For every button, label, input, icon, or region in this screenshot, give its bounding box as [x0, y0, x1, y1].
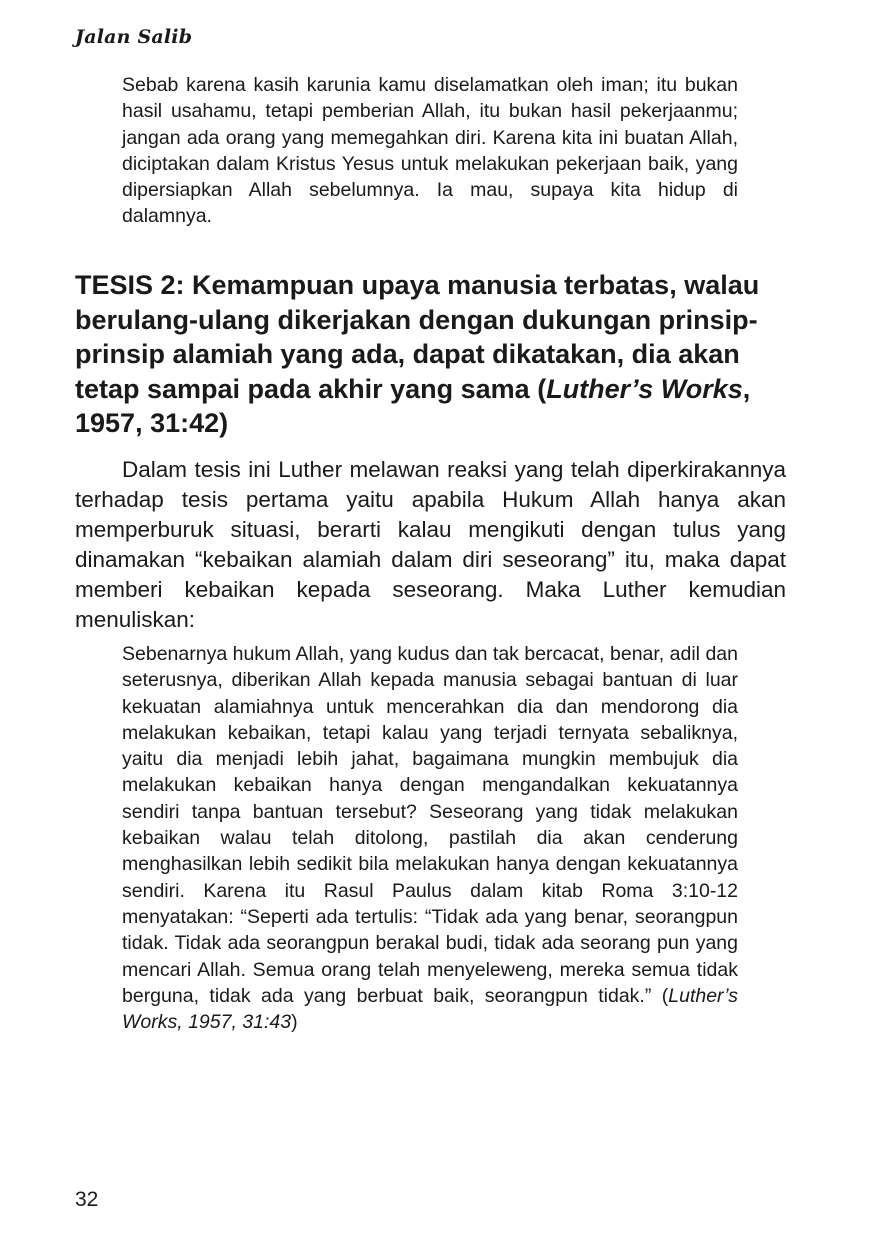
heading-citation-title: Luther’s Works: [546, 373, 743, 404]
running-head: Jalan Salib: [75, 26, 193, 48]
heading-citation-rest: , 1957, 31:42): [75, 373, 751, 438]
block-quote-citation: Luther’s Works, 1957, 31:43: [122, 984, 738, 1034]
section-heading: [75, 268, 775, 441]
block-quote-luther: [122, 641, 738, 1035]
block-quote-close: ): [291, 1011, 298, 1034]
block-quote-text: Sebenarnya hukum Allah, yang kudus dan tak bercacat, benar, adil dan seterusnya, diberikan Allah kepada manusia sebagai bantuan di luar kekuatan alamiahnya untuk mencerahkan dia dan mendorong dia melakukan kebaikan, tetapi kalau yang terjadi ternyata sebaliknya, yaitu dia menjadi lebih jahat, bagaimana mungkin membujuk dia melakukan kebaikan hanya dengan mengandalkan kekuatannya sendiri tanpa bantuan tersebut? Seseorang yang tidak melakukan kebaikan walau telah ditolong, pastilah dia akan cenderung menghasilkan lebih sedikit bila melakukan hanya dengan kekuatannya sendiri. Karena itu Rasul Paulus dalam kitab Roma 3:10-12 menyatakan: “Seperti ada tertulis: “Tidak ada yang benar, seorangpun tidak. Tidak ada seorangpun berakal budi, tidak ada seorang pun yang mencari Allah. Semua orang telah menyeleweng, mereka semua tidak berguna, tidak ada yang berbuat baik, seorangpun tidak.” (: [122, 643, 738, 1007]
heading-text: TESIS 2: Kemampuan upaya manusia terbatas, walau berulang-ulang dikerjakan dengan dukungan prinsip-prinsip alamiah yang ada, dapat dikatakan, dia akan tetap sampai pada akhir yang sama (: [75, 270, 760, 404]
page-number: 32: [75, 1188, 99, 1211]
block-quote-top: Sebab karena kasih karunia kamu diselamatkan oleh iman; itu bukan hasil usahamu, tetapi pemberian Allah, itu bukan hasil pekerjaanmu; jangan ada orang yang memegahkan diri. Karena kita ini buatan Allah, diciptakan dalam Kristus Yesus untuk melakukan pekerjaan baik, yang dipersiapkan Allah sebelumnya. Ia mau, supaya kita hidup di dalamnya.: [122, 74, 738, 228]
body-paragraph: Dalam tesis ini Luther melawan reaksi yang telah diperkirakannya terhadap tesis pertama yaitu apabila Hukum Allah hanya akan memperburuk situasi, berarti kalau mengikuti dengan tulus yang dinamakan “kebaikan alamiah dalam diri seseorang” itu, maka dapat memberi kebaikan kepada seseorang. Maka Luther kemudian menuliskan:: [75, 457, 786, 632]
